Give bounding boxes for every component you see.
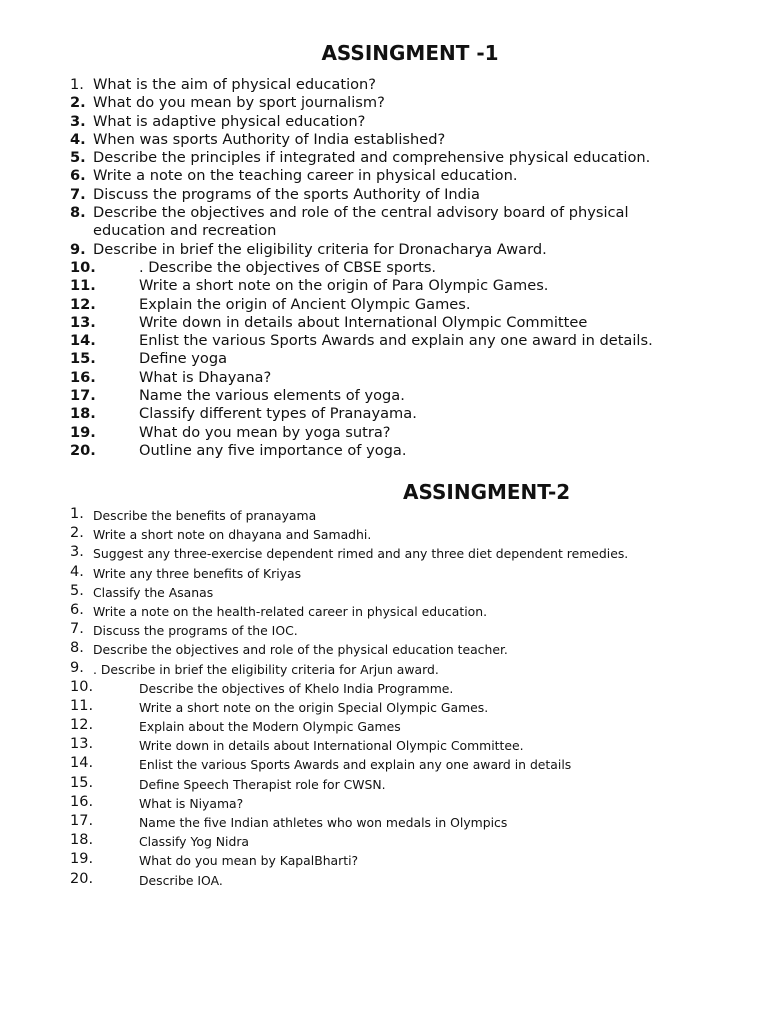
question-item [0,76,768,94]
question-text: Write a short note on dhayana and Samadhi. [93,527,372,543]
question-number: 12. [70,717,94,734]
question-number: 17. [70,387,96,405]
question-number: 13. [70,313,96,331]
question-item [0,350,768,368]
question-item [0,332,768,350]
question-number: 5. [70,582,84,599]
question-text: Classify the Asanas [93,584,214,600]
question-item [0,543,768,562]
assignment-1-title: ASSINGMENT -1 [321,41,499,65]
question-item [0,314,768,332]
question-item [0,659,768,678]
question-item [0,113,768,131]
question-text: What is adaptive physical education? [93,112,366,130]
question-number: 15. [70,350,96,368]
question-text: Explain the origin of Ancient Olympic Games. [139,295,471,313]
question-number: 16. [70,368,96,386]
question-number: 10. [70,678,94,695]
question-number: 2. [70,94,86,112]
question-item [0,754,768,773]
question-item [0,716,768,735]
question-item [0,186,768,204]
question-item [0,812,768,831]
question-item [0,241,768,259]
question-item [0,850,768,869]
question-item [0,697,768,716]
question-text: Write down in details about International Olympic Committee. [139,738,524,754]
question-item [0,639,768,658]
question-text: Define Speech Therapist role for CWSN. [139,776,386,792]
question-item [0,442,768,460]
question-item [0,131,768,149]
question-item [0,678,768,697]
question-text: Write any three benefits of Kriyas [93,565,302,581]
question-text: What is the aim of physical education? [93,76,377,93]
question-text: Describe IOA. [139,872,223,888]
question-text: Describe the objectives and role of the central advisory board of physical education and recreation [93,204,629,240]
question-number: 8. [70,204,86,222]
question-item [0,167,768,185]
question-text: Define yoga [139,350,228,368]
question-number: 7. [70,621,84,638]
question-number: 5. [70,149,86,167]
question-text: . Describe in brief the eligibility criteria for Arjun award. [93,661,439,677]
question-number: 20. [70,441,96,459]
question-text: What is Dhayana? [139,368,272,386]
assignment-1-question-list [0,76,768,460]
question-item [0,735,768,754]
question-text: What do you mean by sport journalism? [93,94,385,112]
question-text: Describe the benefits of pranayama [93,508,317,523]
question-item [0,793,768,812]
question-item [0,582,768,601]
question-text: Write a note on the teaching career in physical education. [93,167,518,185]
question-number: 6. [70,167,86,185]
question-item [0,405,768,423]
question-item [0,369,768,387]
question-text: Describe the objectives of Khelo India Programme. [139,680,454,696]
question-text: . Describe the objectives of CBSE sports. [139,258,437,276]
question-text: Name the five Indian athletes who won medals in Olympics [139,815,508,830]
question-item [0,620,768,639]
question-number: 18. [70,405,96,423]
question-number: 2. [70,525,84,542]
question-item [0,277,768,295]
question-item [0,149,768,167]
question-text: Discuss the programs of the IOC. [93,623,298,639]
question-item [0,563,768,582]
question-text: Write a note on the health-related career in physical education. [93,603,488,619]
question-number: 13. [70,736,94,753]
question-item [0,524,768,543]
question-number: 14. [70,755,94,772]
question-number: 12. [70,295,96,313]
question-number: 9. [70,240,86,258]
question-number: 11. [70,277,96,295]
question-number: 7. [70,185,86,203]
question-text: Outline any five importance of yoga. [139,441,407,459]
question-number: 14. [70,332,96,350]
question-text: What do you mean by yoga sutra? [139,423,391,441]
question-number: 18. [70,832,94,849]
question-number: 4. [70,130,86,148]
question-item [0,505,768,524]
question-text: Describe the objectives and role of the physical education teacher. [93,642,508,658]
question-text: What is Niyama? [139,795,244,811]
question-text: Classify Yog Nidra [139,834,250,850]
question-number: 4. [70,563,84,580]
question-text: What do you mean by KapalBharti? [139,853,359,869]
question-number: 19. [70,423,96,441]
question-number: 20. [70,870,94,887]
question-text: Suggest any three-exercise dependent rimed and any three diet dependent remedies. [93,546,629,562]
question-text: Classify different types of Pranayama. [139,405,417,423]
question-number: 1. [70,506,84,522]
question-text: When was sports Authority of India established? [93,130,446,148]
question-text: Write down in details about International Olympic Committee [139,313,588,331]
question-text: Enlist the various Sports Awards and explain any one award in details. [139,332,653,350]
question-text: Describe the principles if integrated and comprehensive physical education. [93,149,651,167]
question-item [0,387,768,405]
question-number: 16. [70,793,94,810]
question-text: Enlist the various Sports Awards and explain any one award in details [139,757,572,773]
question-item [0,424,768,442]
question-number: 3. [70,544,84,561]
assignment-2-question-list [0,505,768,889]
question-number: 1. [70,76,84,93]
question-item [0,204,768,241]
question-text: Explain about the Modern Olympic Games [139,719,401,735]
question-number: 8. [70,640,84,657]
question-item [0,774,768,793]
assignment-2-title: ASSINGMENT-2 [403,480,571,504]
question-text: Discuss the programs of the sports Authority of India [93,185,480,203]
question-number: 11. [70,697,94,714]
question-item [0,296,768,314]
question-number: 3. [70,112,86,130]
question-number: 17. [70,813,94,829]
question-item [0,259,768,277]
question-number: 9. [70,659,84,676]
question-item [0,601,768,620]
question-item [0,94,768,112]
question-text: Describe in brief the eligibility criteria for Dronacharya Award. [93,240,547,258]
question-number: 10. [70,258,96,276]
question-number: 15. [70,774,94,791]
question-text: Name the various elements of yoga. [139,387,405,405]
question-item [0,831,768,850]
question-text: Write a short note on the origin of Para Olympic Games. [139,277,549,295]
question-text: Write a short note on the origin Special Olympic Games. [139,699,489,715]
question-number: 19. [70,851,94,868]
question-item [0,870,768,889]
question-number: 6. [70,601,84,618]
